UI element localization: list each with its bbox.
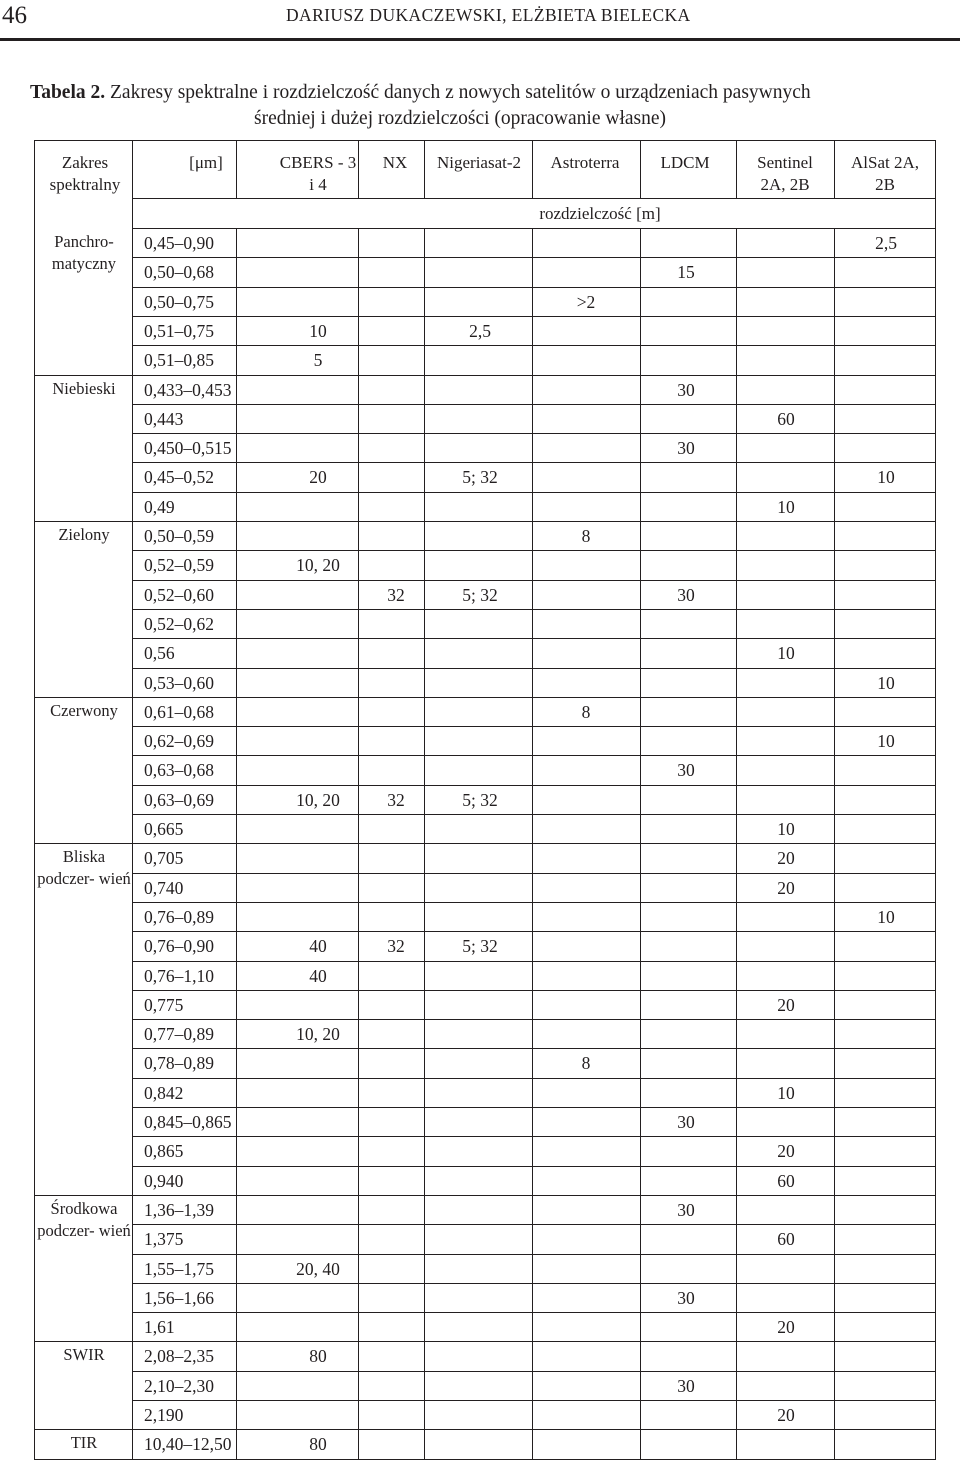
row-rule xyxy=(132,931,935,932)
resolution-cell-cbers: 80 xyxy=(309,1434,327,1455)
row-rule xyxy=(132,1400,935,1401)
row-rule xyxy=(132,257,935,258)
resolution-cell-ast: 8 xyxy=(581,526,591,546)
group-rule xyxy=(34,521,132,522)
wavelength-cell: 0,45–0,90 xyxy=(144,233,214,253)
resolution-cell-cbers: 40 xyxy=(309,936,327,957)
wavelength-cell: 0,77–0,89 xyxy=(144,1024,214,1045)
table-border-left xyxy=(34,140,35,1459)
range-label: Bliska podczer- wień xyxy=(37,847,131,889)
wavelength-cell: 0,50–0,68 xyxy=(144,262,214,283)
wavelength-cell: 0,56 xyxy=(144,643,175,664)
wavelength-cell: 1,375 xyxy=(144,1229,184,1250)
row-rule xyxy=(132,609,935,610)
resolution-cell-cbers: 80 xyxy=(309,1346,327,1367)
row-rule xyxy=(132,1283,935,1284)
resolution-cell-nx: 32 xyxy=(387,936,405,957)
col-divider-header xyxy=(532,140,533,198)
row-rule xyxy=(132,990,935,991)
resolution-cell-cbers: 20, 40 xyxy=(296,1258,340,1279)
wavelength-cell: 0,62–0,69 xyxy=(144,731,214,752)
wavelength-cell: 0,76–1,10 xyxy=(144,965,214,986)
resolution-cell-als: 10 xyxy=(877,906,895,927)
range-label: Środkowa podczer- wień xyxy=(37,1198,131,1240)
row-rule xyxy=(132,404,935,405)
resolution-cell-sen: 10 xyxy=(777,1082,795,1103)
wavelength-cell: 0,45–0,52 xyxy=(144,467,214,488)
wavelength-cell: 1,61 xyxy=(144,1317,175,1338)
caption-label: Tabela 2. xyxy=(30,82,106,103)
row-rule xyxy=(132,1166,935,1167)
resolution-cell-cbers: 10 xyxy=(309,320,327,341)
row-rule xyxy=(132,316,935,317)
resolution-cell-ast: 8 xyxy=(581,1053,591,1074)
resolution-cell-sen: 10 xyxy=(777,496,795,517)
resolution-cell-cbers: 10, 20 xyxy=(296,789,340,810)
row-rule xyxy=(132,433,935,434)
row-rule xyxy=(132,287,935,288)
resolution-cell-cbers: 5 xyxy=(313,350,323,371)
col-header-cbers: CBERS - 3 i 4 xyxy=(279,153,357,194)
row-rule xyxy=(132,961,935,962)
col-header-range: Zakres spektralny xyxy=(49,153,121,194)
col-divider-header xyxy=(640,140,641,198)
wavelength-cell: 0,52–0,62 xyxy=(144,613,214,634)
resolution-cell-sen: 60 xyxy=(777,1229,795,1250)
col-divider-header xyxy=(358,140,359,198)
wavelength-cell: 0,842 xyxy=(144,1082,184,1103)
col-header-ldcm: LDCM xyxy=(660,153,710,172)
row-rule xyxy=(132,814,935,815)
col-divider-header xyxy=(424,140,425,198)
header-rule xyxy=(132,198,935,199)
wavelength-cell: 1,55–1,75 xyxy=(144,1258,214,1279)
row-rule xyxy=(132,550,935,551)
wavelength-cell: 2,08–2,35 xyxy=(144,1346,214,1367)
row-rule xyxy=(132,1371,935,1372)
row-rule xyxy=(132,726,935,727)
resolution-cell-ldcm: 30 xyxy=(677,1112,695,1132)
row-rule xyxy=(132,1019,935,1020)
wavelength-cell: 0,51–0,85 xyxy=(144,350,214,371)
row-rule xyxy=(132,843,935,844)
col-header-nx: NX xyxy=(382,153,408,172)
wavelength-cell: 0,49 xyxy=(144,496,175,517)
wavelength-cell: 0,705 xyxy=(144,848,184,869)
resolution-cell-nig: 5; 32 xyxy=(462,936,498,957)
row-rule xyxy=(132,345,935,346)
resolution-cell-cbers: 20 xyxy=(309,467,327,488)
row-rule xyxy=(132,1195,935,1196)
wavelength-cell: 0,52–0,60 xyxy=(144,584,214,605)
page-number: 46 xyxy=(2,2,27,29)
wavelength-cell: 0,53–0,60 xyxy=(144,672,214,693)
col-divider-header xyxy=(834,140,835,198)
row-rule xyxy=(132,785,935,786)
col-header-nigeriasat: Nigeriasat-2 xyxy=(436,153,522,172)
resolution-cell-als: 10 xyxy=(877,731,895,752)
row-rule xyxy=(132,1107,935,1108)
wavelength-cell: 0,78–0,89 xyxy=(144,1053,214,1074)
row-rule xyxy=(132,1312,935,1313)
resolution-cell-sen: 60 xyxy=(777,1170,795,1191)
resolution-cell-ast: >2 xyxy=(576,291,596,312)
resolution-cell-sen: 20 xyxy=(777,1317,795,1338)
col-header-sentinel: Sentinel 2A, 2B xyxy=(757,153,813,194)
wavelength-cell: 0,433–0,453 xyxy=(144,379,232,400)
wavelength-cell: 2,190 xyxy=(144,1405,184,1425)
range-label: TIR xyxy=(70,1433,98,1453)
row-rule xyxy=(132,638,935,639)
wavelength-cell: 0,740 xyxy=(144,877,184,898)
wavelength-cell: 0,775 xyxy=(144,994,184,1015)
wavelength-cell: 1,56–1,66 xyxy=(144,1287,214,1308)
wavelength-cell: 0,61–0,68 xyxy=(144,701,214,722)
col-header-astroterra: Astroterra xyxy=(550,153,620,172)
resolution-cell-nig: 5; 32 xyxy=(462,789,498,810)
col-header-alsat: AlSat 2A, 2B xyxy=(851,153,919,194)
col-divider-header xyxy=(236,140,237,198)
group-rule xyxy=(34,697,132,698)
row-rule xyxy=(132,902,935,903)
wavelength-cell: 0,665 xyxy=(144,819,184,839)
caption-line-1: Zakresy spektralne i rozdzielczość danych z nowych satelitów o urządzeniach pasywnych xyxy=(105,82,811,103)
subheader-resolution: rozdzielczość [m] xyxy=(539,204,661,223)
wavelength-cell: 0,443 xyxy=(144,408,184,429)
group-rule xyxy=(34,1195,132,1196)
resolution-cell-ldcm: 30 xyxy=(677,438,695,459)
resolution-cell-sen: 60 xyxy=(777,408,795,429)
range-label: Niebieski xyxy=(52,378,116,398)
row-rule xyxy=(132,1429,935,1430)
row-rule xyxy=(132,1136,935,1137)
resolution-cell-als: 10 xyxy=(877,467,895,488)
caption-line-2: średniej i dużej rozdzielczości (opracowanie własne) xyxy=(254,108,667,129)
wavelength-cell: 0,51–0,75 xyxy=(144,320,214,341)
group-rule xyxy=(34,843,132,844)
resolution-cell-ast: 8 xyxy=(581,701,591,722)
wavelength-cell: 10,40–12,50 xyxy=(144,1434,232,1455)
range-label: Czerwony xyxy=(50,700,118,720)
row-rule xyxy=(132,580,935,581)
resolution-cell-sen: 10 xyxy=(777,819,795,839)
resolution-cell-sen: 20 xyxy=(777,994,795,1015)
row-rule xyxy=(132,1078,935,1079)
group-rule xyxy=(34,375,132,376)
wavelength-cell: 0,50–0,75 xyxy=(144,291,214,312)
resolution-cell-sen: 10 xyxy=(777,643,795,664)
wavelength-cell: 0,50–0,59 xyxy=(144,526,214,546)
resolution-cell-cbers: 40 xyxy=(309,965,327,986)
wavelength-cell: 2,10–2,30 xyxy=(144,1375,214,1396)
subheader-rule xyxy=(132,228,935,229)
row-rule xyxy=(132,1254,935,1255)
row-rule xyxy=(132,1048,935,1049)
wavelength-cell: 0,63–0,68 xyxy=(144,760,214,781)
row-rule xyxy=(132,462,935,463)
wavelength-cell: 0,450–0,515 xyxy=(144,438,232,459)
resolution-cell-nig: 5; 32 xyxy=(462,467,498,488)
resolution-cell-nx: 32 xyxy=(387,584,405,605)
row-rule xyxy=(132,873,935,874)
resolution-cell-ldcm: 30 xyxy=(677,760,695,781)
wavelength-cell: 0,865 xyxy=(144,1141,184,1162)
resolution-cell-ldcm: 30 xyxy=(677,1375,695,1396)
wavelength-cell: 0,845–0,865 xyxy=(144,1112,232,1132)
row-rule xyxy=(132,492,935,493)
running-head: DARIUSZ DUKACZEWSKI, ELŻBIETA BIELECKA xyxy=(286,5,691,25)
resolution-cell-als: 10 xyxy=(877,672,895,693)
resolution-cell-ldcm: 15 xyxy=(677,262,695,283)
resolution-cell-sen: 20 xyxy=(777,848,795,869)
wavelength-cell: 1,36–1,39 xyxy=(144,1199,214,1220)
col-divider-header xyxy=(736,140,737,198)
table-border-top xyxy=(34,140,936,141)
resolution-cell-ldcm: 30 xyxy=(677,379,695,400)
wavelength-cell: 0,63–0,69 xyxy=(144,789,214,810)
resolution-cell-ldcm: 30 xyxy=(677,1287,695,1308)
resolution-cell-nig: 5; 32 xyxy=(462,584,498,605)
row-rule xyxy=(132,375,935,376)
resolution-cell-cbers: 10, 20 xyxy=(296,1024,340,1045)
row-rule xyxy=(132,697,935,698)
resolution-cell-als: 2,5 xyxy=(875,233,897,253)
group-rule xyxy=(34,1341,132,1342)
resolution-cell-cbers: 10, 20 xyxy=(296,555,340,576)
col-header-um: [μm] xyxy=(189,153,223,172)
wavelength-cell: 0,76–0,90 xyxy=(144,936,214,957)
resolution-cell-sen: 20 xyxy=(777,1141,795,1162)
wavelength-cell: 0,52–0,59 xyxy=(144,555,214,576)
row-rule xyxy=(132,1224,935,1225)
range-label: Panchro- matyczny xyxy=(51,232,117,273)
resolution-cell-nx: 32 xyxy=(387,789,405,810)
wavelength-cell: 0,76–0,89 xyxy=(144,906,214,927)
resolution-cell-ldcm: 30 xyxy=(677,1199,695,1220)
resolution-cell-ldcm: 30 xyxy=(677,584,695,605)
resolution-cell-sen: 20 xyxy=(777,1405,795,1425)
range-label: SWIR xyxy=(63,1345,105,1365)
group-rule xyxy=(34,1429,132,1430)
table-border-right xyxy=(935,140,936,1459)
row-rule xyxy=(132,668,935,669)
row-rule xyxy=(132,521,935,522)
col-divider xyxy=(132,140,133,1459)
resolution-cell-nig: 2,5 xyxy=(469,320,491,341)
range-label: Zielony xyxy=(58,525,110,544)
row-rule xyxy=(132,1341,935,1342)
row-rule xyxy=(132,755,935,756)
resolution-cell-sen: 20 xyxy=(777,877,795,898)
wavelength-cell: 0,940 xyxy=(144,1170,184,1191)
